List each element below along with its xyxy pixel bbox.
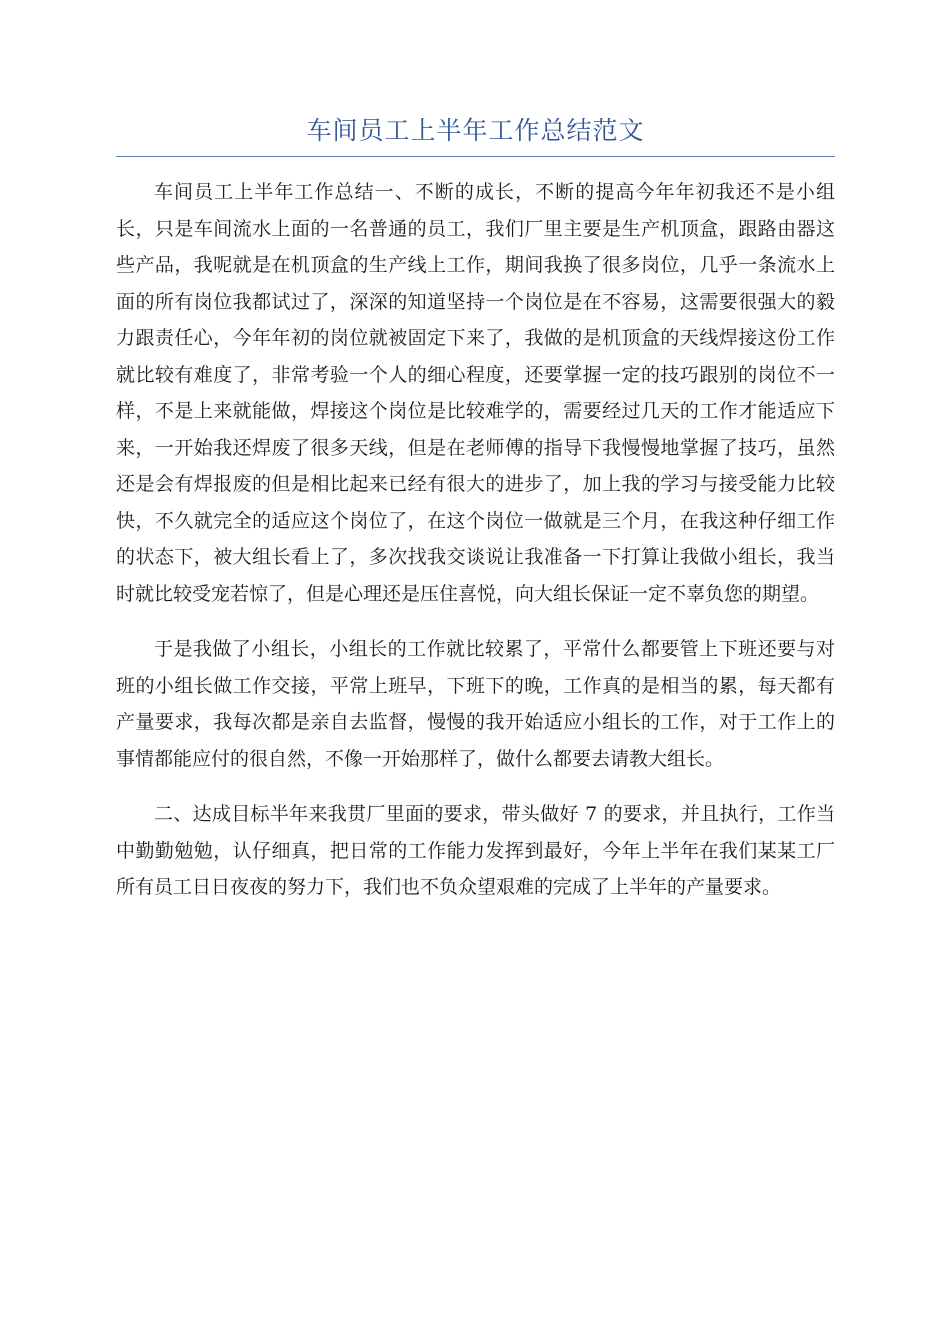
paragraph-1: 车间员工上半年工作总结一、不断的成长，不断的提高今年年初我还不是小组长，只是车间流水上面的一名普通的员工，我们厂里主要是生产机顶盒，跟路由器这些产品，我呢就是在机顶盒的生产线上工作，期间我换了很多岗位，几乎一条流水上面的所有岗位我都试过了，深深的知道坚持一个岗位是在不容易，这需要很强大的毅力跟责任心，今年年初的岗位就被固定下来了，我做的是机顶盒的天线焊接这份工作就比较有难度了，非常考验一个人的细心程度，还要掌握一定的技巧跟别的岗位不一样，不是上来就能做，焊接这个岗位是比较难学的，需要经过几天的工作才能适应下来，一开始我还焊废了很多天线，但是在老师傅的指导下我慢慢地掌握了技巧，虽然还是会有焊报废的但是相比起来已经有很大的进步了，加上我的学习与接受能力比较快，不久就完全的适应这个岗位了，在这个岗位一做就是三个月，在我这种仔细工作的状态下，被大组长看上了，多次找我交谈说让我准备一下打算让我做小组长，我当时就比较受宠若惊了，但是心理还是压住喜悦，向大组长保证一定不辜负您的期望。 xyxy=(116,181,835,605)
paragraph-3: 二、达成目标半年来我贯厂里面的要求，带头做好 7 的要求，并且执行，工作当中勤勤勉勉，认仔细真，把日常的工作能力发挥到最好，今年上半年在我们某某工厂所有员工日日夜夜的努力下，我们也不负众望艰难的完成了上半年的产量要求。 xyxy=(116,803,835,898)
paragraph-2: 于是我做了小组长，小组长的工作就比较累了，平常什么都要管上下班还要与对班的小组长做工作交接，平常上班早，下班下的晚，工作真的是相当的累，每天都有产量要求，我每次都是亲自去监督，慢慢的我开始适应小组长的工作，对于工作上的事情都能应付的很自然，不像一开始那样了，做什么都要去请教大组长。 xyxy=(116,638,835,770)
title-block xyxy=(116,112,835,157)
document-title: 车间员工上半年工作总结范文 xyxy=(306,116,645,145)
document-body xyxy=(116,174,835,925)
